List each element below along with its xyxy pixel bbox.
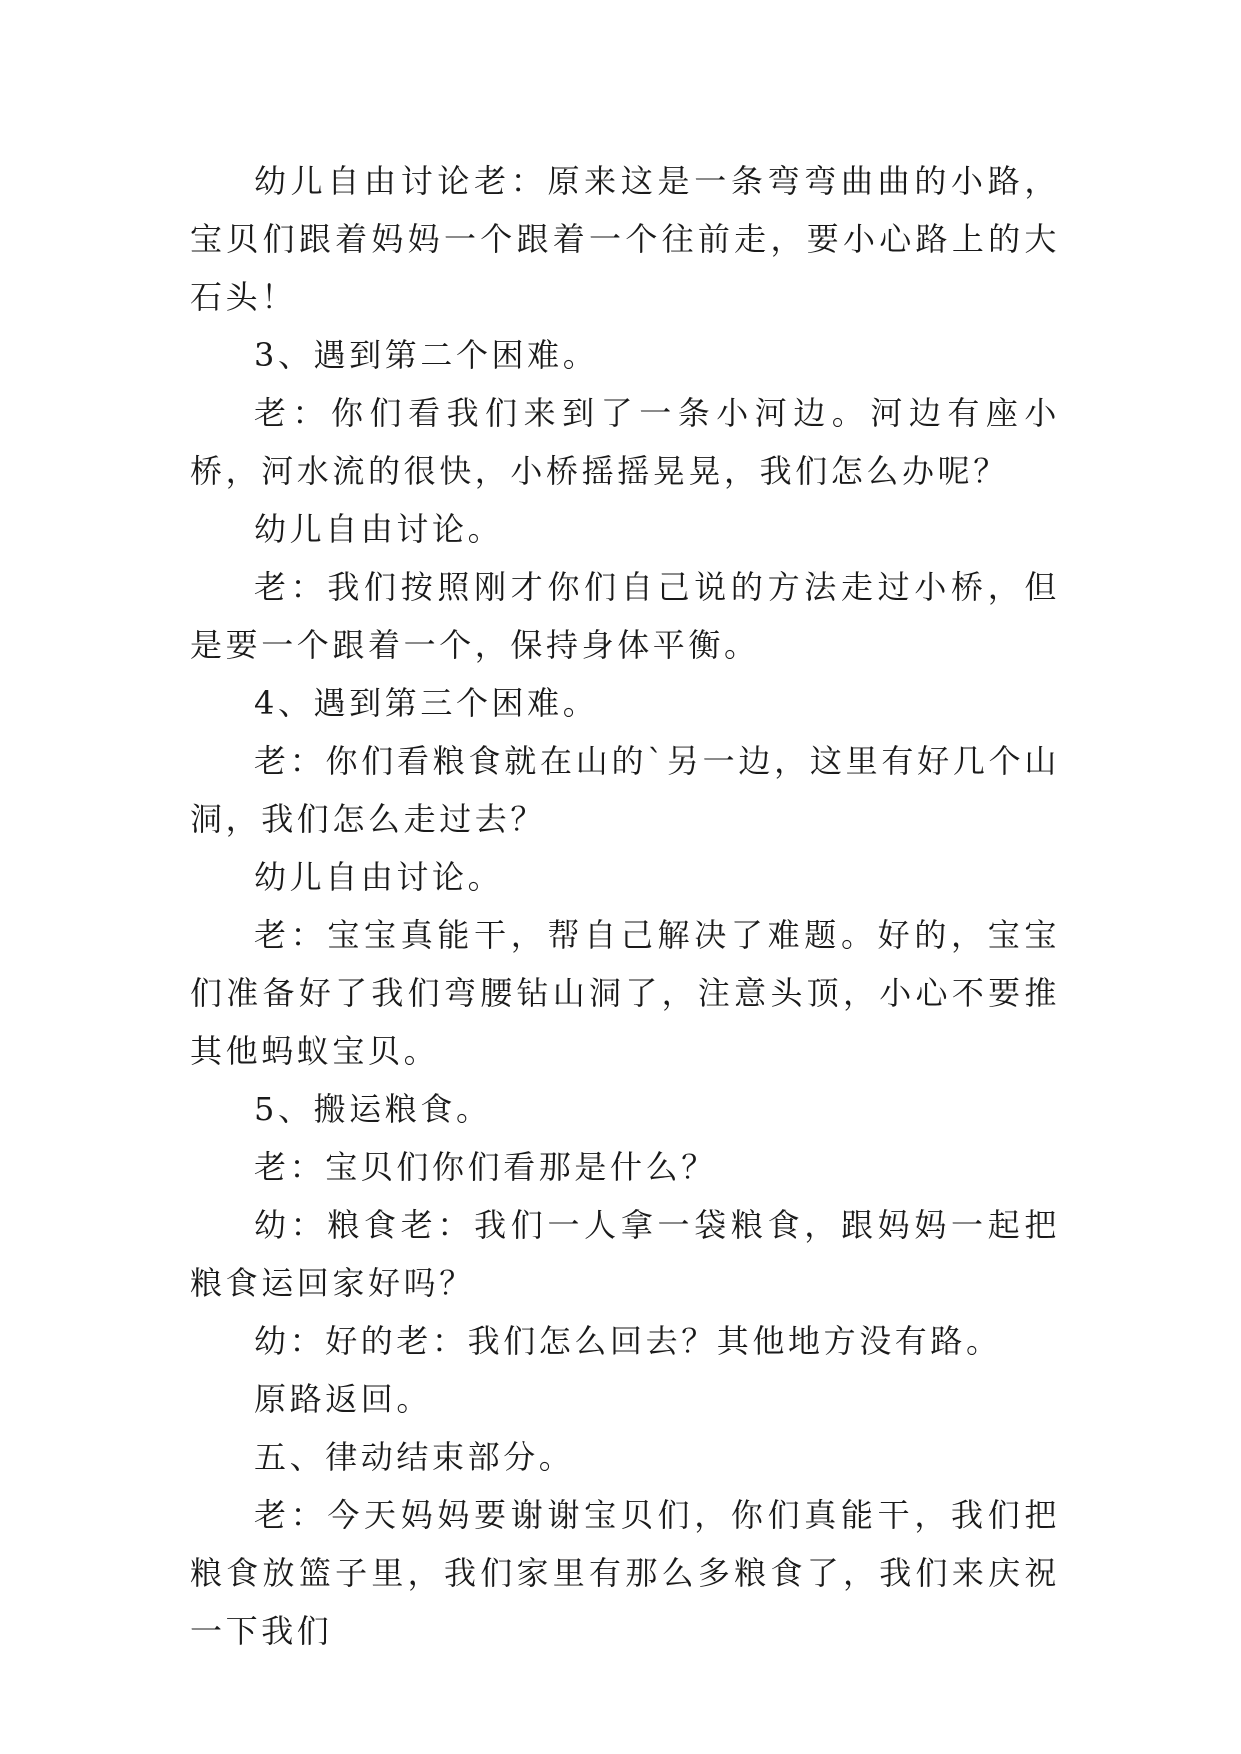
- paragraph-2: 3、遇到第二个困难。: [254, 336, 599, 374]
- paragraph-11: 老：宝贝们你们看那是什么？: [254, 1148, 717, 1186]
- paragraph-4: 幼儿自由讨论。: [254, 510, 504, 548]
- paragraph-10: 5、搬运粮食。: [254, 1090, 492, 1128]
- paragraph-13: 幼：好的老：我们怎么回去？其他地方没有路。: [254, 1322, 1002, 1360]
- paragraph-8: 幼儿自由讨论。: [254, 858, 504, 896]
- paragraph-3: 老：你们看我们来到了一条小河边。河边有座小桥，河水流的很快，小桥摇摇晃晃，我们怎么办呢？: [190, 394, 1060, 490]
- paragraph-14: 原路返回。: [254, 1380, 433, 1418]
- paragraph-6: 4、遇到第三个困难。: [254, 684, 599, 722]
- paragraph-12: 幼：粮食老：我们一人拿一袋粮食，跟妈妈一起把粮食运回家好吗？: [190, 1206, 1060, 1302]
- paragraph-5: 老：我们按照刚才你们自己说的方法走过小桥，但是要一个跟着一个，保持身体平衡。: [190, 568, 1060, 664]
- paragraph-1: 幼儿自由讨论老：原来这是一条弯弯曲曲的小路，宝贝们跟着妈妈一个跟着一个往前走，要小心路上的大石头！: [190, 162, 1060, 316]
- document-body: [190, 152, 1060, 1660]
- paragraph-16: 老：今天妈妈要谢谢宝贝们，你们真能干，我们把粮食放篮子里，我们家里有那么多粮食了，我们来庆祝一下我们: [190, 1496, 1060, 1650]
- paragraph-9: 老：宝宝真能干，帮自己解决了难题。好的，宝宝们准备好了我们弯腰钻山洞了，注意头顶，小心不要推其他蚂蚁宝贝。: [190, 916, 1060, 1070]
- paragraph-7: 老：你们看粮食就在山的`另一边，这里有好几个山洞，我们怎么走过去？: [190, 742, 1060, 838]
- paragraph-15: 五、律动结束部分。: [254, 1438, 575, 1476]
